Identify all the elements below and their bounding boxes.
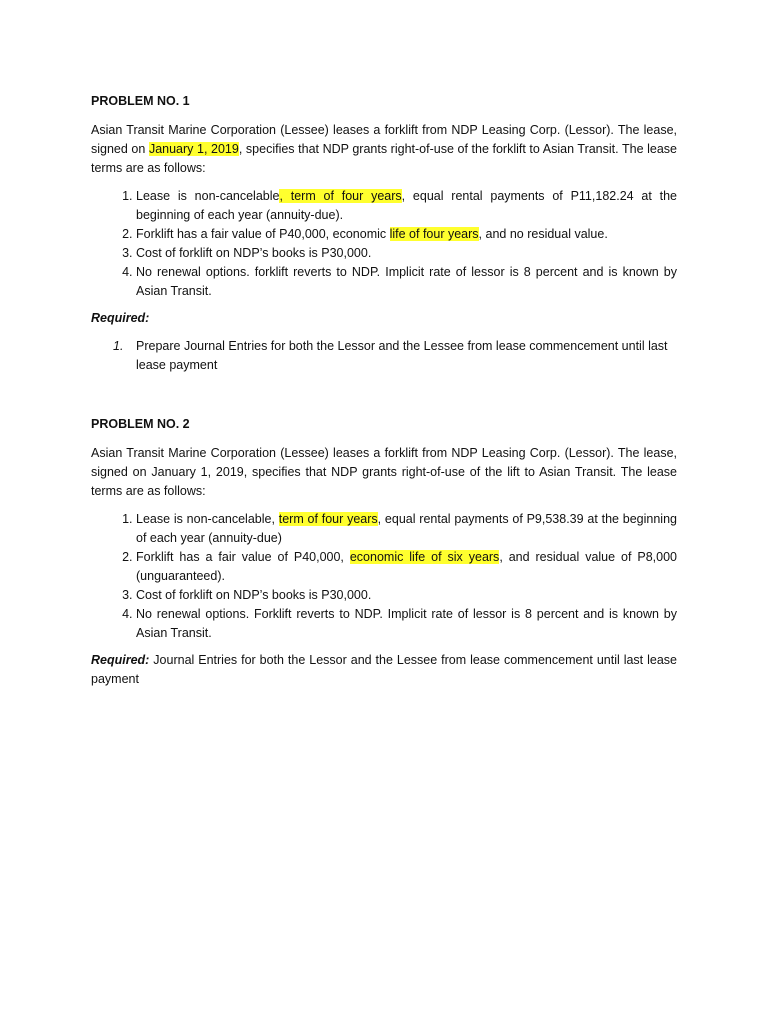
- problem-1-required-label: Required:: [91, 311, 150, 325]
- term-text: , equal rental payments of P9,538.39 at the beginning of each year (annuity-due): [136, 512, 677, 545]
- problem-2-term-1: [136, 510, 677, 548]
- problem-2-term-4: 4. No renewal options. Forklift reverts to NDP. Implicit rate of lessor is 8 percent and is known by Asian Transit.: [136, 605, 677, 643]
- term-highlight: term of four years: [278, 512, 378, 526]
- problem-2-terms-list: [91, 510, 677, 643]
- problem-1-intro: [91, 121, 677, 178]
- document-content: [91, 92, 677, 698]
- section-spacer: [91, 385, 677, 415]
- problem-1-date-highlight: January 1, 2019: [148, 142, 239, 156]
- problem-1-intro-part2: , specifies that NDP grants right-of-use of the forklift to Asian Transit. The lease terms are as follows:: [91, 142, 677, 175]
- term-text: , and no residual value.: [478, 227, 608, 241]
- problem-1-intro-part1: Asian Transit Marine Corporation (Lessee) leases a forklift from NDP Leasing Corp. (Lessor). The lease, signed on: [91, 123, 677, 156]
- problem-1-terms-list: [91, 187, 677, 301]
- term-highlight: , term of four years: [279, 189, 402, 203]
- required-item-number: 1.: [113, 339, 124, 353]
- problem-1-term-1: [136, 187, 677, 225]
- term-text: Forklift has a fair value of P40,000, economic: [136, 227, 390, 241]
- problem-2-term-3: 3. Cost of forklift on NDP’s books is P30,000.: [136, 586, 677, 605]
- problem-2-required-text: Journal Entries for both the Lessor and the Lessee from lease commencement until last lease payment: [91, 653, 677, 686]
- problem-1-required: [91, 309, 677, 375]
- term-highlight: economic life of six years: [349, 550, 500, 564]
- term-text: , and residual value of P8,000 (unguaranteed).: [136, 550, 677, 583]
- problem-2-title: PROBLEM NO. 2: [91, 417, 190, 431]
- term-text: , equal rental payments of P11,182.24 at the beginning of each year (annuity-due).: [136, 189, 677, 222]
- term-text: Lease is non-cancelable: [136, 189, 280, 203]
- term-highlight: life of four years: [389, 227, 479, 241]
- problem-1-required-item: [113, 337, 677, 375]
- problem-1-term-2: [136, 225, 677, 244]
- term-text: Forklift has a fair value of P40,000,: [136, 550, 350, 564]
- required-item-text: Prepare Journal Entries for both the Lessor and the Lessee from lease commencement until last lease payment: [136, 339, 668, 372]
- problem-2-intro: Asian Transit Marine Corporation (Lessee) leases a forklift from NDP Leasing Corp. (Lessor). The lease, signed on January 1, 2019, specifies that NDP grants right-of-use of the lift to Asian Transit. The lease terms are as follows:: [91, 446, 677, 498]
- problem-1-term-3: 3. Cost of forklift on NDP’s books is P30,000.: [136, 244, 677, 263]
- problem-1-term-4: 4. No renewal options. forklift reverts to NDP. Implicit rate of lessor is 8 percent and is known by Asian Transit.: [136, 263, 677, 301]
- problem-2-required-label: Required:: [91, 653, 150, 667]
- term-text: Lease is non-cancelable,: [136, 512, 279, 526]
- problem-2-term-2: [136, 548, 677, 586]
- problem-2-required: [91, 651, 677, 689]
- problem-1-title: PROBLEM NO. 1: [91, 94, 190, 108]
- problem-1-required-list: [91, 337, 677, 375]
